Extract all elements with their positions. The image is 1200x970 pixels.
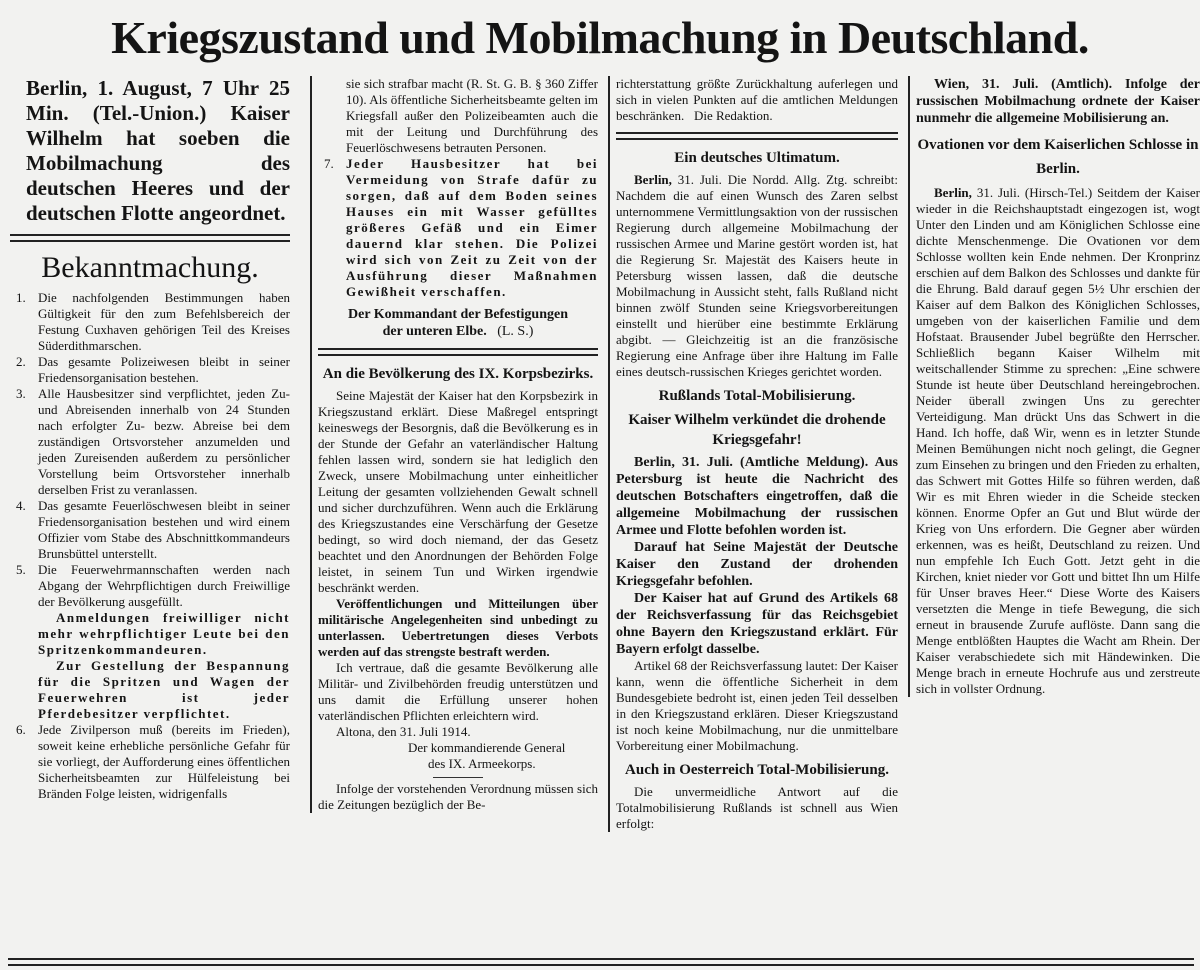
proclamation-closing: Ich vertraue, daß die gesamte Bevölkerung alle Militär- und Zivilbehörden freudig unterstützen und uns damit die Erfüllung unserer hohen vaterländischen Pflichten erleichtern wird. bbox=[318, 660, 598, 723]
list-item bbox=[10, 498, 290, 562]
commandant-signature bbox=[318, 306, 598, 340]
item-number: 2. bbox=[16, 354, 26, 369]
general-signature: des IX. Armeekorps. bbox=[428, 756, 536, 771]
signature-line: der unteren Elbe. bbox=[382, 324, 487, 339]
short-rule bbox=[433, 777, 483, 778]
column-4 bbox=[908, 76, 1200, 697]
item-number: 5. bbox=[16, 562, 26, 577]
proclamation-heading: An die Bevölkerung des IX. Korpsbezirks. bbox=[322, 366, 594, 382]
item-7 bbox=[318, 156, 598, 300]
list-item bbox=[10, 354, 290, 386]
ultimatum-text bbox=[616, 172, 898, 380]
austria-body: Die unvermeidliche Antwort auf die Totalmobilisierung Rußlands ist schnell aus Wien erfolgt: bbox=[616, 784, 898, 831]
column-3 bbox=[608, 76, 898, 832]
press-note-continuation bbox=[616, 76, 898, 124]
article-68-body: Artikel 68 der Reichsverfassung lautet: Der Kaiser kann, wenn die öffentliche Sicherheit in dem Bundesgebiete bedroht ist, einen jeden Teil desselben in den Kriegszustand erklären. Dieser Kriegszustand ist noch keine Mobilmachung, nur die unmittelbare Vorbereitung einer Mobilmachung. bbox=[616, 658, 898, 753]
bekanntmachung-heading: Bekanntmachung. bbox=[41, 251, 259, 284]
seal-mark: (L. S.) bbox=[497, 324, 534, 339]
item-emphasis: Zur Gestellung der Bespannung für die Spritzen und Wagen der Feuerwehren ist jeder Pferdebesitzer verpflichtet. bbox=[38, 658, 290, 721]
section-rule bbox=[10, 234, 290, 242]
proclamation-date: Altona, den 31. Juli 1914. bbox=[336, 724, 471, 739]
official-report-para: Der Kaiser hat auf Grund des Artikels 68 der Reichsverfassung für das Reichsgebiet ohne Bayern den Kriegszustand erklärt. Für Bayern erfolgt dasselbe. bbox=[616, 591, 898, 657]
vienna-body: Wien, 31. Juli. (Amtlich). Infolge der russischen Mobilmachung ordnete der Kaiser nunmehr die allgemeine Mobilisierung an. bbox=[916, 77, 1200, 126]
item-number: 6. bbox=[16, 722, 26, 737]
list-item bbox=[318, 156, 598, 300]
general-signature: Der kommandierende General bbox=[408, 740, 566, 755]
section-rule bbox=[318, 348, 598, 356]
signature-line: Der Kommandant der Befestigungen bbox=[348, 307, 568, 322]
item-number: 4. bbox=[16, 498, 26, 513]
press-note: Infolge der vorstehenden Verordnung müssen sich die Zeitungen bezüglich der Be- bbox=[318, 781, 598, 812]
official-report-para: Berlin, 31. Juli. (Amtliche Meldung). Aus Petersburg ist heute die Nachricht des deutschen Botschafters eingetroffen, daß die allgemeine Mobilmachung der russischen Armee und Flotte befohlen worden ist. bbox=[616, 455, 898, 538]
austria-heading: Auch in Oesterreich Total-Mobilisierung. bbox=[625, 762, 889, 778]
list-item bbox=[10, 386, 290, 498]
ovations-text bbox=[916, 185, 1200, 697]
dateline: Berlin, bbox=[634, 172, 672, 187]
column-2 bbox=[310, 76, 598, 813]
section-rule bbox=[616, 132, 898, 140]
ultimatum-heading: Ein deutsches Ultimatum. bbox=[674, 150, 840, 166]
editorial-signature: Die Redaktion. bbox=[693, 108, 773, 123]
official-report-para: Darauf hat Seine Majestät der Deutsche Kaiser den Zustand der drohenden Kriegsgefahr befohlen. bbox=[616, 540, 898, 589]
ovations-body: 31. Juli. (Hirsch-Tel.) Seitdem der Kaiser wieder in die Reichshauptstadt eingezogen ist, wogt Unter den Linden und am Königlichen Schlosse eine dichte Menschenmenge. Die Ovationen vor dem Schlosse wollten kein Ende nehmen. Der Kronprinz erschien auf dem Balkon des Schlosses und dankte für die Ehrung. Bald darauf gegen 5½ Uhr erschien der Kaiser auf dem Balkon des Königlichen Schlosses, umgeben von der kaiserlichen Familie und dem Hofstaat. Brausender Jubel begrüßte den Herrscher. Schließlich begann Kaiser Wilhelm mit weitschallender Stimme zu sprechen: „Eine schwere Stunde ist heute über Deutschland hereingebrochen. Neider überall zwingen Uns zu gerechter Verteidigung. Man drückt Uns das Schwert in die Hand. Ich hoffe, daß Wir, wenn es in letzter Stunde Meinen Bemühungen nicht noch gelingt, die Gegner zum Einsehen zu bringen und den Frieden zu erhalten, das Schwert mit Gottes Hilfe so führen werden, daß Wir es mit Ehren wieder in die Scheide stecken können. Enorme Opfer an Gut und Blut würde der Krieg von Uns erfordern. Die Gegner aber würden erkennen, was es heißt, Deutschland zu reizen. Und nun empfehle Ich Euch Gott. Jetzt geht in die Kirchen, kniet nieder vor Gott und bittet Ihn um Hilfe für Unser braves Heer.“ Diese Worte des Kaisers versetzten die Menge in tiefe Bewegung, die sich erneut in brausende Zurufe auflöste. Dann sang die Menge entblößten Hauptes die Wacht am Rhein. Der Kaiser verabschiedete sich mit Händewinken. Die Menge brach in erneute Hochrufe aus und zerstreute sich in vollster Ordnung. bbox=[916, 185, 1200, 696]
lead-mobilization-news: Berlin, 1. August, 7 Uhr 25 Min. (Tel.-Union.) Kaiser Wilhelm hat soeben die Mobilmachung des deutschen Heeres und der deutschen Flotte angeordnet. bbox=[26, 76, 290, 225]
item-text: Alle Hausbesitzer sind verpflichtet, jeden Zu- und Abreisenden innerhalb von 24 Stunden nach erfolgter Zu- bezw. Abreise bei dem zuständigen Ortsvorsteher anzumelden und jeden Zureisenden außerdem zu persönlicher Vorstellung beim Ortsvorsteher innerhalb derselben Frist zu veranlassen. bbox=[38, 386, 290, 497]
column-1 bbox=[10, 76, 290, 802]
item-emphasis: Anmeldungen freiwilliger nicht mehr wehrpflichtiger Leute bei den Spritzenkommandeuren. bbox=[38, 610, 290, 657]
russia-mobilization-heading: Rußlands Total-Mobilisierung. bbox=[658, 388, 856, 404]
item-text: Jede Zivilperson muß (bereits im Frieden), soweit keine erhebliche persönliche Gefahr für sie vorliegt, der Aufforderung eines öffentlichen Sicherheitsbeamten zur Hülfeleistung bei Bränden Folge leisten, widrigenfalls bbox=[38, 722, 290, 801]
list-item bbox=[10, 722, 290, 802]
page-headline: Kriegszustand und Mobilmachung in Deutschland. bbox=[111, 12, 1089, 63]
list-item bbox=[10, 562, 290, 722]
proclamation-warning: Veröffentlichungen und Mitteilungen über militärische Angelegenheiten sind unbedingt zu unterlassen. Uebertretungen dieses Verbots werden auf das strengste bestraft werden. bbox=[318, 596, 598, 659]
item6-continuation: sie sich strafbar macht (R. St. G. B. § 360 Ziffer 10). Als öffentliche Sicherheitsbeamte gelten im Kriegsfall außer den Polizeibeamten auch die mit der Leitung und Durchführung des Feuerlöschwesens betrauten Personen. bbox=[346, 76, 598, 155]
ultimatum-body: 31. Juli. Die Nordd. Allg. Ztg. schreibt: Nachdem die auf einen Wunsch des Zaren selbst unternommene Vermittlungsaktion von der russischen Regierung durch allgemeine Mobilmachung der russischen Armee und Marine gestört worden ist, hat die Regierung Sr. Majestät des Kaisers heute in Petersburg wissen lassen, daß die deutsche Mobilmachung in Aussicht steht, falls Rußland nicht binnen zwölf Stunden seine Kriegsvorbereitungen einstellt und hierüber eine bestimmte Erklärung abgibt. — Gleichzeitig ist an die französische Regierung eine Anfrage über ihre Haltung im Falle eines deutsch-russischen Krieges gerichtet worden. bbox=[616, 172, 899, 379]
official-report bbox=[616, 454, 898, 658]
item-text: Jeder Hausbesitzer hat bei Vermeidung von Strafe dafür zu sorgen, daß auf dem Boden seines Hauses ein mit Wasser gefülltes größeres Gefäß und ein Eimer dauernd klar stehen. Die Polizei wird sich von Zeit zu Zeit von der Ausführung dieser Maßnahmen Gewißheit verschaffen. bbox=[346, 156, 598, 299]
list-item bbox=[10, 290, 290, 354]
dateline: Berlin, bbox=[934, 185, 972, 200]
item-text: Das gesamte Polizeiwesen bleibt in seiner Friedensorganisation bestehen. bbox=[38, 354, 290, 385]
item-text: Die Feuerwehrmannschaften werden nach Abgang der Wehrpflichtigen durch Freiwillige der Bevölkerung ausgefüllt. bbox=[38, 562, 290, 609]
item-text: Die nachfolgenden Bestimmungen haben Gültigkeit für den zum Befehlsbereich der Festung Cuxhaven gehörigen Teil des Kreises Süderdithmarschen. bbox=[38, 290, 290, 353]
kriegsgefahr-heading: Kaiser Wilhelm verkündet die drohende Kriegsgefahr! bbox=[628, 412, 886, 448]
item-text: Das gesamte Feuerlöschwesen bleibt in seiner Friedensorganisation bestehen und wird einem Offizier vom Stabe des Abschnittkommandeurs Brunsbüttel unterstellt. bbox=[38, 498, 290, 561]
item-number: 1. bbox=[16, 290, 26, 305]
ovations-heading: Ovationen vor dem Kaiserlichen Schlosse in Berlin. bbox=[917, 137, 1199, 177]
item-number: 3. bbox=[16, 386, 26, 401]
item-number: 7. bbox=[324, 156, 334, 171]
press-note-text: richterstattung größte Zurückhaltung auferlegen und sich in vielen Punkten auf die amtlichen Meldungen beschränken. bbox=[616, 76, 898, 123]
proclamation-body: Seine Majestät der Kaiser hat den Korpsbezirk in Kriegszustand erklärt. Diese Maßregel entspringt keineswegs der Besorgnis, daß die Bevölkerung es in der Stunde der Gefahr an vaterländischer Haltung fehlen lassen wird, sondern sie hat lediglich den Zweck, unsere Mobilmachung unter einheitlicher Leitung der gesamten vollziehenden Gewalt schnell und sicher durchzuführen. Wenn auch die Erklärung des Kriegszustandes eine Verschärfung der Gesetze bedingt, so wird doch niemand, der das Gesetz beachtet und den Anordnungen der Behörden Folge leistet, in seinem Tun und Wirken irgendwie beschränkt werden. bbox=[318, 388, 598, 595]
bekanntmachung-list bbox=[10, 290, 290, 802]
bottom-rule bbox=[8, 958, 1194, 966]
